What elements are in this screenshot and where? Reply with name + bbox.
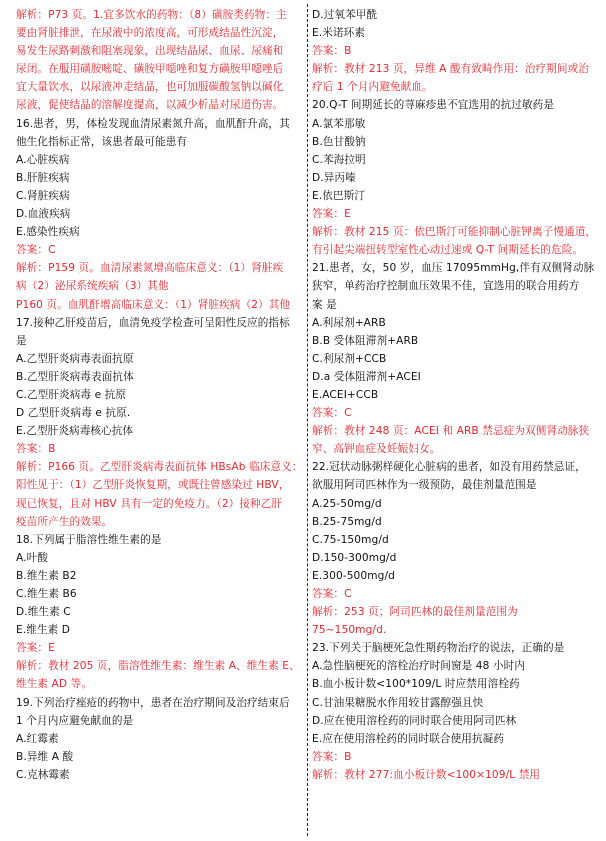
text-line: A.乙型肝炎病毒表面抗原	[16, 352, 134, 365]
text-line: B.肝脏疾病	[16, 171, 70, 184]
text-line: 尿液，促使结晶的溶解度提高，以减少析晶对尿道伤害。	[16, 99, 284, 112]
text-line: 17.接种乙肝疫苗后，血清免疫学检查可呈阳性反应的指标	[16, 316, 290, 329]
text-line: P160 页。血肌酐增高临床意义：（1）肾脏疾病（2）其他	[16, 298, 291, 311]
text-line: C.甘油果糖脱水作用较甘露醇强且快	[312, 696, 484, 709]
text-line: 现已恢复，且对 HBV 具有一定的免疫力。（2）接种乙肝	[16, 497, 283, 510]
text-line: 答案：E	[312, 208, 351, 221]
text-line: 解析：P73 页。1.宜多饮水的药物：（8）磺胺类药物：主	[16, 9, 287, 21]
text-line: D.血液疾病	[16, 208, 71, 221]
text-line: 宜大量饮水，以尿液冲走结晶，也可加服碳酸氢钠以碱化	[16, 81, 284, 94]
text-line: E.应在使用溶栓药的同时联合使用抗凝药	[312, 732, 505, 745]
text-line: 解析：P166 页。乙型肝炎病毒表面抗体 HBsAb 临床意义：	[16, 461, 303, 474]
text-line: E.米诺环素	[312, 27, 366, 40]
text-line: 18.下列属于脂溶性维生素的是	[16, 533, 162, 546]
text-line: C.克林霉素	[16, 768, 70, 781]
text-line: 1 个月内应避免献血的是	[16, 714, 134, 727]
text-line: 答案：E	[16, 642, 55, 655]
text-line: E.感染性疾病	[16, 226, 80, 239]
right-column	[312, 6, 596, 784]
column-divider	[307, 4, 308, 836]
left-column	[16, 6, 305, 784]
text-line: E.乙型肝炎病毒核心抗体	[16, 425, 134, 438]
text-line: 答案：C	[312, 588, 352, 600]
text-line: B.异维 A 酸	[16, 750, 74, 763]
text-line: C.利尿剂+CCB	[312, 352, 387, 365]
text-line: C.乙型肝炎病毒 e 抗原	[16, 388, 127, 401]
text-line: D.150-300mg/d	[312, 551, 397, 564]
text-line: A.心脏疾病	[16, 153, 70, 166]
text-line: B.B 受体阻滞剂+ARB	[312, 334, 419, 347]
text-line: 16.患者，男，体检发现血清尿素氮升高，血肌酐升高，其	[16, 117, 290, 130]
text-line: 答案：C	[16, 244, 56, 257]
text-line: 答案：C	[312, 407, 352, 420]
text-line: B.色甘酸钠	[312, 135, 366, 148]
text-line: B.维生素 B2	[16, 569, 77, 582]
text-line: 解析：P159 页。血清尿素氮增高临床意义：（1）肾脏疾	[16, 262, 284, 275]
text-line: B.血小板计数<100*109/L 时应禁用溶栓药	[312, 678, 520, 691]
text-line: 案 是	[312, 298, 337, 311]
text-line: C.苯海拉明	[312, 153, 366, 166]
text-line: E.依巴斯汀	[312, 189, 366, 202]
text-line: A.急性脑梗死的溶栓治疗时间窗是 48 小时内	[312, 660, 526, 673]
text-line: 19.下列治疗痤疮的药物中，患者在治疗期间及治疗结束后	[16, 696, 290, 709]
text-line: 有引起尖端扭转型室性心动过速或 Q-T 间期延长的危险。	[312, 244, 584, 257]
text-line: 阳性见于：（1）乙型肝炎恢复期，或既往曾感染过 HBV，	[16, 479, 290, 492]
text-line: D.应在使用溶栓药的同时联合使用阿司匹林	[312, 714, 517, 727]
text-line: A.25-50mg/d	[312, 497, 382, 510]
text-line: 解析：教材 205 页，脂溶性维生素：维生素 A、维生素 E、	[16, 660, 300, 673]
text-line: A.利尿剂+ARB	[312, 316, 386, 329]
text-line: 病（2）泌尿系统疾病（3）其他	[16, 280, 169, 293]
text-line: 狭窄，单药治疗控制血压效果不佳，宜选用的联合用药方	[312, 280, 580, 293]
text-line: 易发生尿路刺激和阻塞现象，出现结晶尿、血尿、尿痛和	[16, 45, 284, 58]
text-line: 22.冠状动脉粥样硬化心脏病的患者，如没有用药禁忌证，	[312, 461, 586, 474]
text-line: 解析：253 页；阿司匹林的最佳剂量范围为	[312, 606, 518, 619]
text-line: 答案：B	[312, 45, 352, 58]
text-line: A.叶酸	[16, 551, 49, 564]
text-line: 解析：教材 248 页：ACEI 和 ARB 禁忌症为双侧肾动脉狭	[312, 425, 590, 438]
text-line: B.25-75mg/d	[312, 515, 382, 528]
text-line: 答案：B	[312, 750, 352, 763]
text-line: B.乙型肝炎病毒表面抗体	[16, 370, 134, 383]
text-line: D.异丙嗪	[312, 171, 356, 184]
text-line: 窄、高钾血症及妊娠妇女。	[312, 443, 441, 456]
text-line: 答案：B	[16, 443, 56, 456]
text-line: 解析：教材 213 页，异维 A 酸有致畸作用：治疗期间或治	[312, 63, 589, 76]
text-line: 23.下列关于脑梗死急性期药物治疗的说法，正确的是	[312, 642, 565, 655]
text-line: 要由肾脏排泄，在尿液中的浓度高，可形成结晶性沉淀，	[16, 27, 284, 40]
text-line: C.75-150mg/d	[312, 533, 389, 546]
text-line: 解析：教材 215 页：依巴斯汀可能抑制心脏钾离子慢通道，	[312, 226, 596, 239]
text-line: 他生化指标正常，该患者最可能患有	[16, 135, 188, 148]
text-line: A.红霉素	[16, 732, 59, 745]
text-line: E.维生素 D	[16, 624, 71, 637]
text-line: A.氯苯那敏	[312, 117, 366, 130]
text-line: 维生素 AD 等。	[16, 678, 93, 691]
text-line: E.ACEI+CCB	[312, 388, 379, 401]
text-line: 疫苗所产生的效果。	[16, 515, 113, 528]
text-line: D.维生素 C	[16, 606, 71, 619]
text-line: C.肾脏疾病	[16, 189, 70, 202]
text-line: E.300-500mg/d	[312, 569, 395, 582]
text-line: 欲服用阿司匹林作为一级预防，最佳剂量范围是	[312, 479, 537, 492]
text-line: C.维生素 B6	[16, 588, 77, 600]
text-line: D 乙型肝炎病毒 e 抗原.	[16, 407, 131, 420]
text-line: 20.Q-T 间期延长的荨麻疹患不宜选用的抗过敏药是	[312, 99, 555, 112]
text-line: D.a 受体阻滞剂+ACEI	[312, 370, 421, 383]
text-line: 尿闭。在服用磺胺嘧啶、磺胺甲噁唑和复方磺胺甲噁唑后	[16, 63, 284, 76]
text-line: D.过氧苯甲酰	[312, 9, 378, 21]
text-line: 是	[16, 334, 27, 347]
text-line: 21.患者，女，50 岁，血压 17095mmHg,伴有双侧肾动脉	[312, 262, 595, 275]
text-line: 75~150mg/d.	[312, 624, 387, 637]
text-line: 解析：教材 277:血小板计数<100×109/L 禁用	[312, 768, 541, 781]
text-line: 疗后 1 个月内避免献血。	[312, 81, 433, 94]
